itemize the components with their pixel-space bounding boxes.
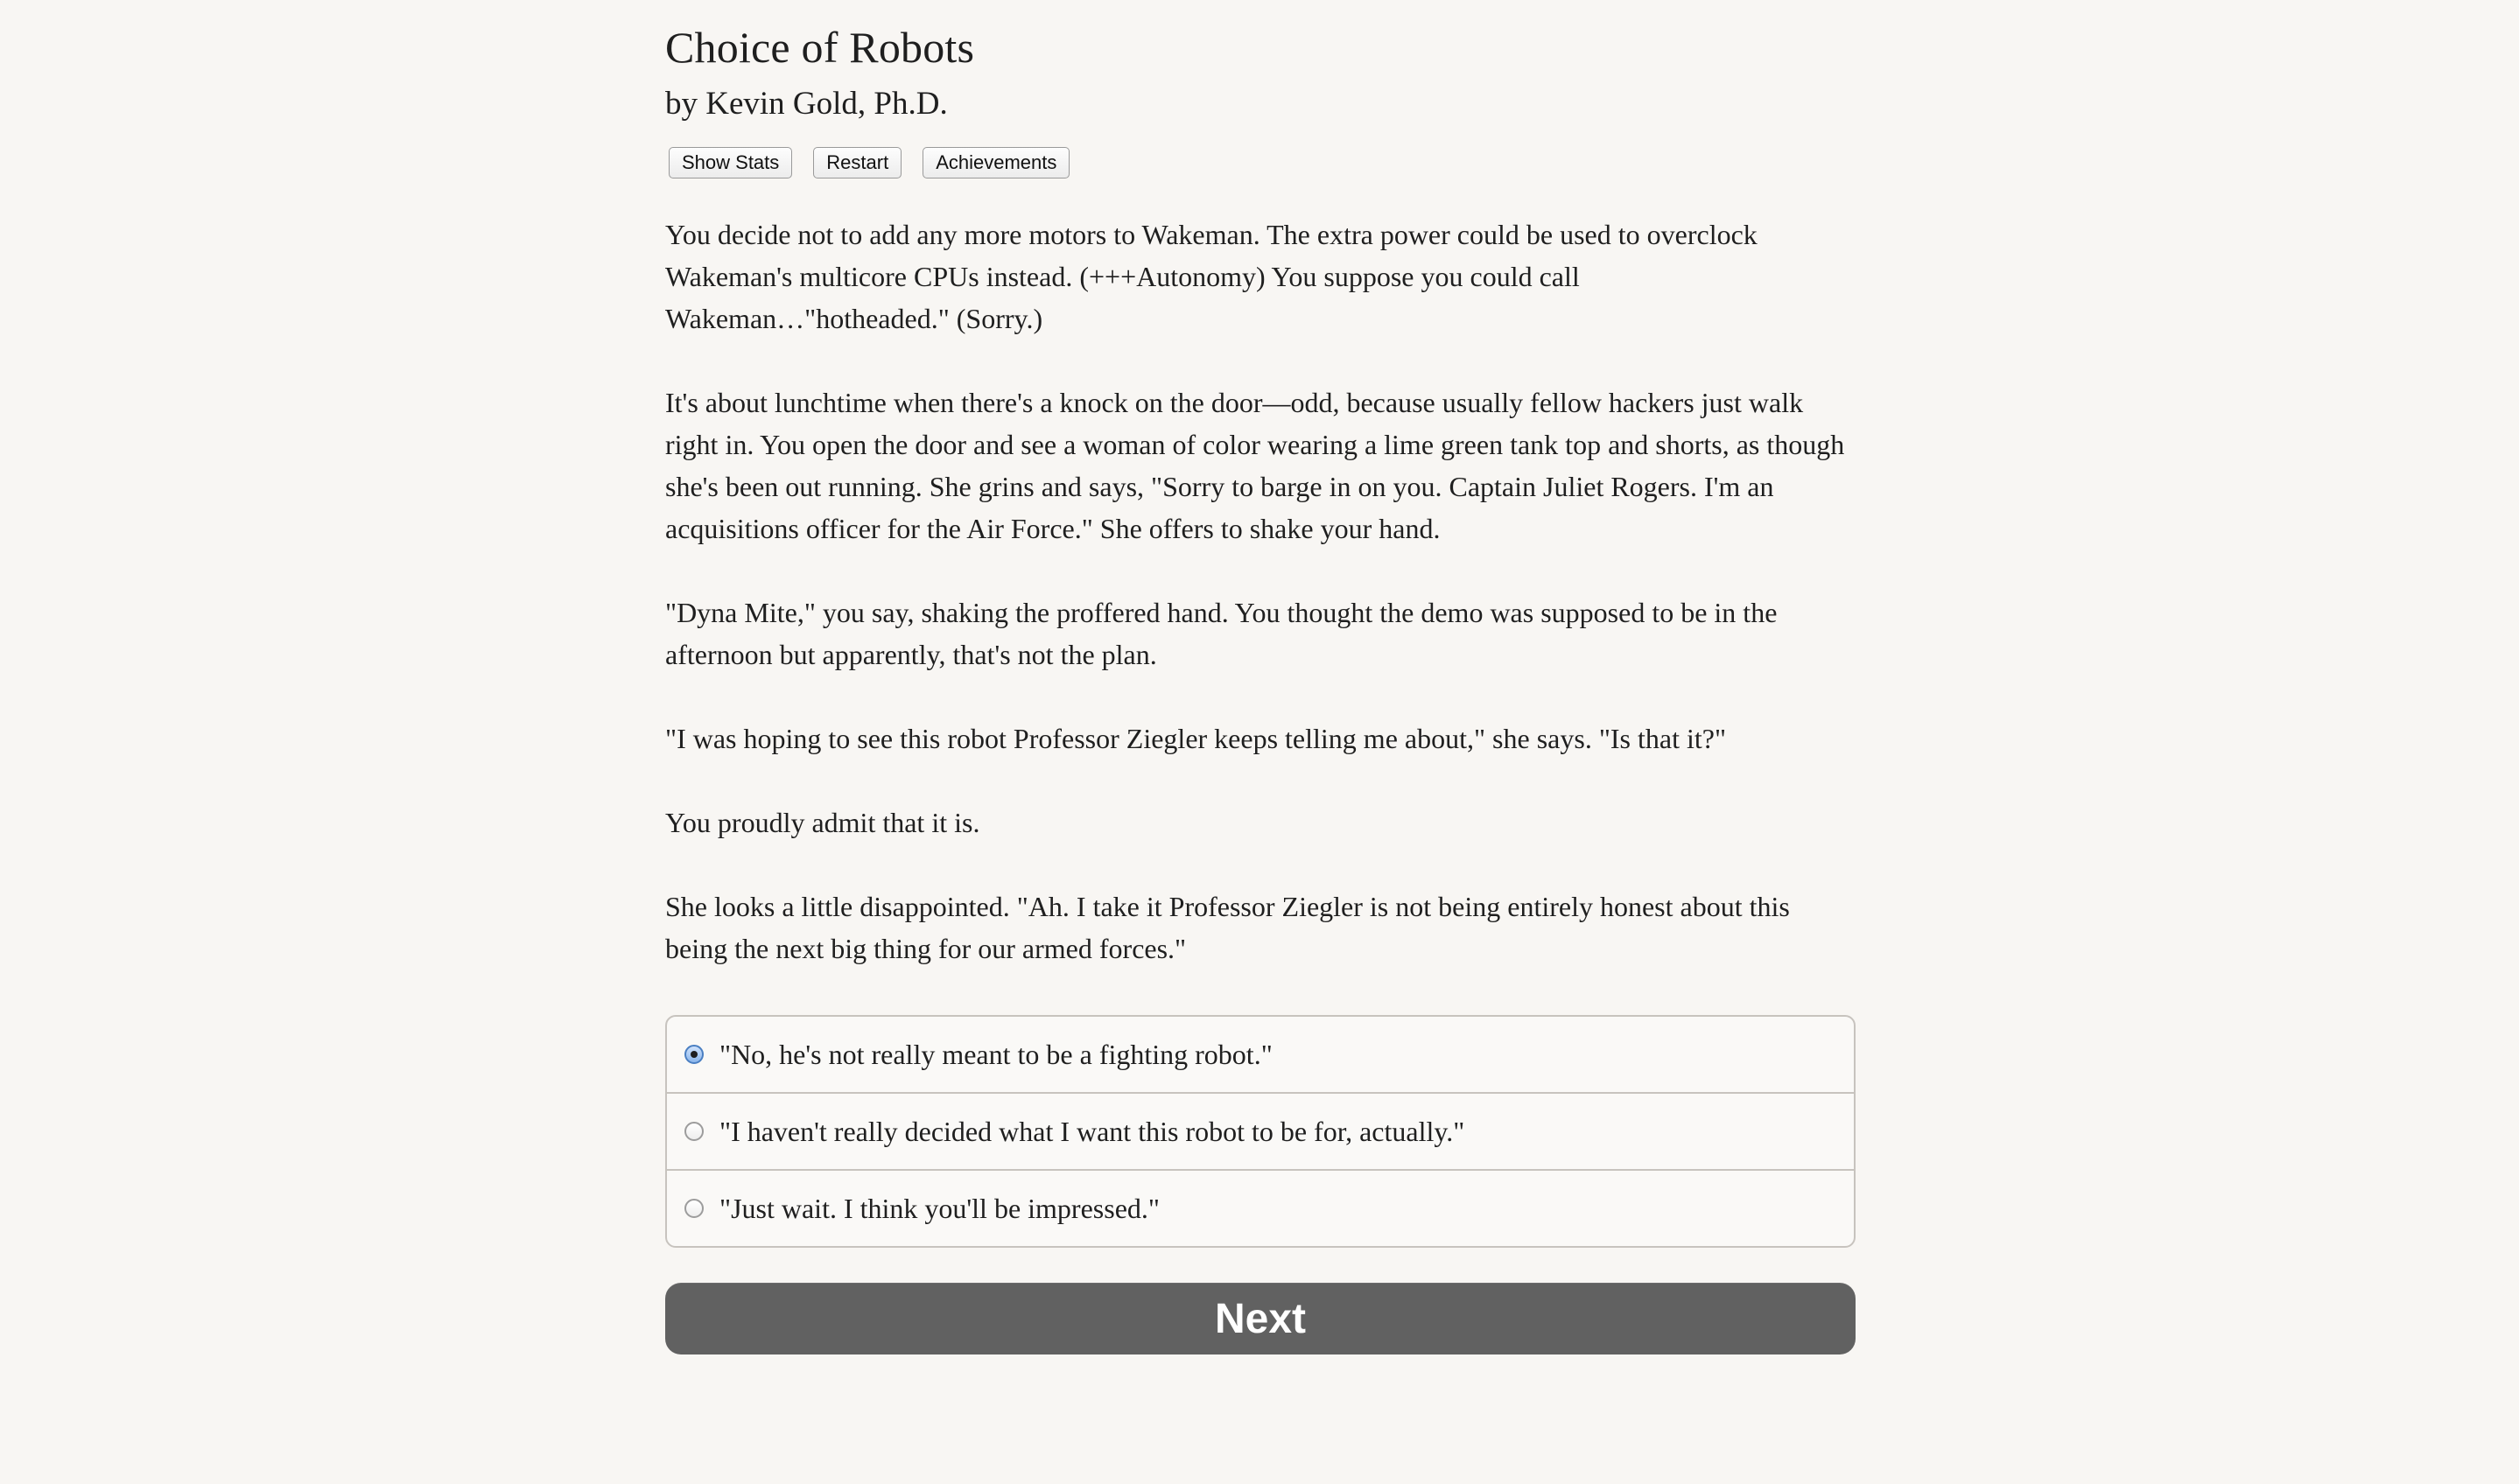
achievements-button[interactable]: Achievements (923, 147, 1070, 178)
story-paragraph: She looks a little disappointed. "Ah. I take it Professor Ziegler is not being entirely honest about this being the next big thing for our armed forces." (665, 891, 1790, 964)
show-stats-button[interactable]: Show Stats (669, 147, 792, 178)
radio-icon[interactable] (684, 1199, 704, 1218)
choice-label: "Just wait. I think you'll be impressed." (719, 1192, 1160, 1224)
radio-icon[interactable] (684, 1122, 704, 1141)
choice-label: "No, he's not really meant to be a fighting robot." (719, 1038, 1273, 1070)
story-paragraph: You proudly admit that it is. (665, 807, 980, 838)
toolbar (665, 147, 1856, 178)
game-page (665, 0, 1856, 1354)
next-button[interactable]: Next (665, 1283, 1856, 1354)
choice-list (665, 1015, 1856, 1248)
choice-option-3[interactable] (667, 1169, 1854, 1246)
story-text (665, 214, 1856, 970)
author-line: by Kevin Gold, Ph.D. (665, 86, 948, 122)
game-title: Choice of Robots (665, 23, 975, 72)
choice-label: "I haven't really decided what I want this robot to be for, actually." (719, 1115, 1465, 1147)
choice-option-2[interactable] (667, 1092, 1854, 1169)
restart-button[interactable]: Restart (813, 147, 902, 178)
story-paragraph: "I was hoping to see this robot Professor Ziegler keeps telling me about," she says. "Is that it?" (665, 723, 1727, 754)
story-paragraph: "Dyna Mite," you say, shaking the proffered hand. You thought the demo was supposed to be in the afternoon but apparently, that's not the plan. (665, 597, 1778, 670)
story-paragraph: You decide not to add any more motors to Wakeman. The extra power could be used to overclock Wakeman's multicore CPUs instead. (+++Autonomy) You suppose you could call Wakeman…"hotheaded." (Sorry.) (665, 219, 1758, 334)
choice-option-1[interactable] (667, 1017, 1854, 1092)
radio-selected-icon[interactable] (684, 1045, 704, 1064)
story-paragraph: It's about lunchtime when there's a knock on the door—odd, because usually fellow hackers just walk right in. You open the door and see a woman of color wearing a lime green tank top and shorts, as though she's been out running. She grins and says, "Sorry to barge in on you. Captain Juliet Rogers. I'm an acquisitions officer for the Air Force." She offers to shake your hand. (665, 387, 1845, 544)
